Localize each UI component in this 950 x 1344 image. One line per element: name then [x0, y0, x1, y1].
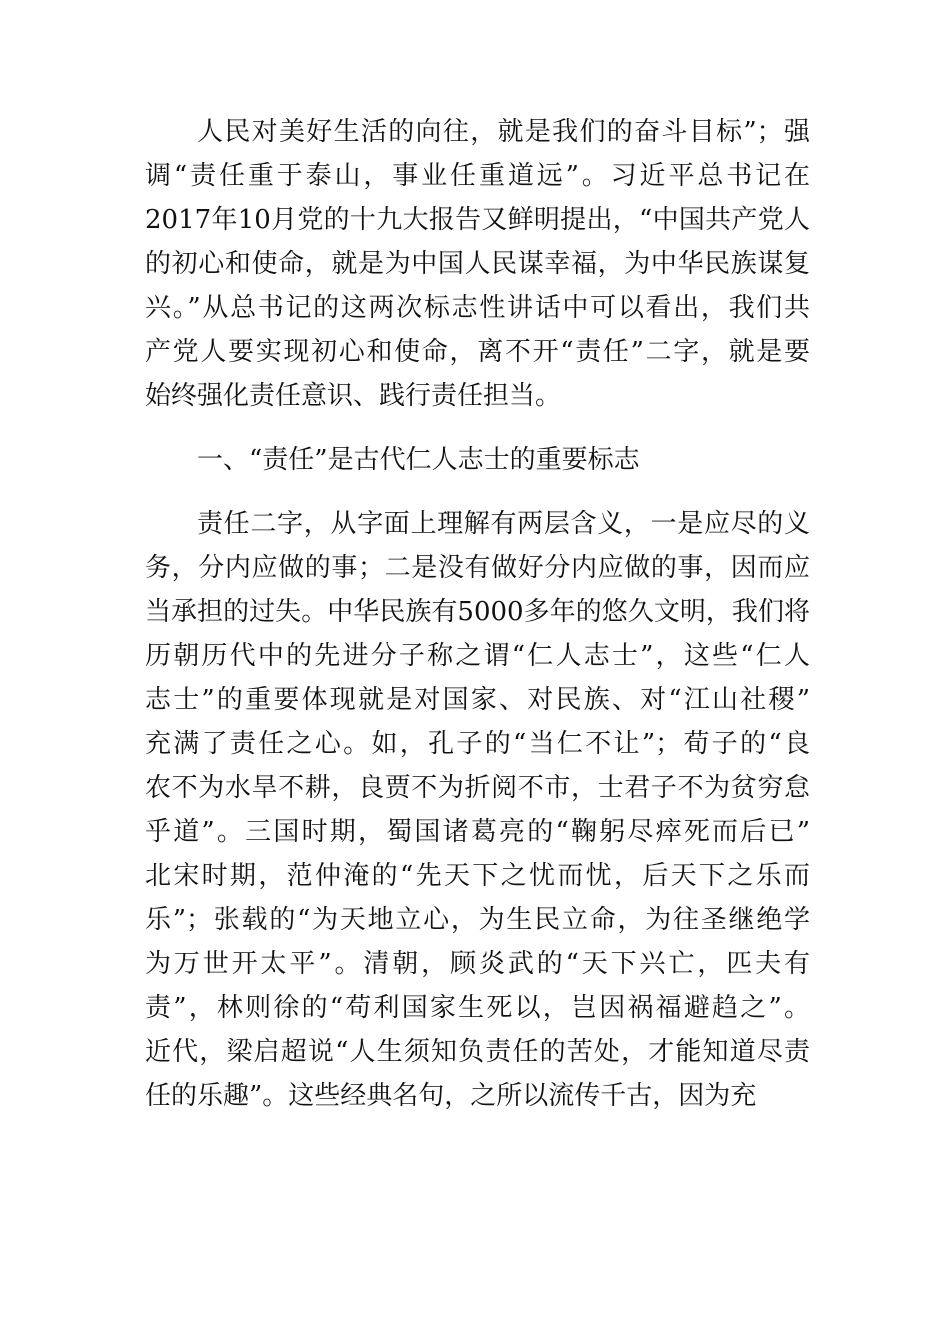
text-line: 为万世开太平”。清朝，顾炎武的“天下兴亡，匹夫有: [145, 949, 810, 979]
text-line: 调“责任重于泰山，事业任重道远”。习近平总书记在: [145, 161, 810, 191]
text-line: 兴。”从总书记的这两次标志性讲话中可以看出，我们共: [145, 293, 810, 323]
text-line: 近代，梁启超说“人生须知负责任的苦处，才能知道尽责: [145, 1037, 810, 1067]
text-line: 乎道”。三国时期，蜀国诸葛亮的“鞠躬尽瘁死而后已”: [145, 817, 810, 847]
text-line: 责”，林则徐的“苟利国家生死以，岂因祸福避趋之”。: [145, 993, 810, 1023]
spacer: [145, 482, 810, 502]
text-line: 历朝历代中的先进分子称之谓“仁人志士”，这些“仁人: [145, 641, 810, 671]
text-line: 人民对美好生活的向往，就是我们的奋斗目标”；强: [197, 117, 810, 147]
text-line: 充满了责任之心。如，孔子的“当仁不让”；荀子的“良: [145, 729, 810, 759]
text-line: 志士”的重要体现就是对国家、对民族、对“江山社稷”: [145, 685, 810, 715]
text-line: 务，分内应做的事；二是没有做好分内应做的事，因而应: [145, 553, 810, 583]
text-line: 2017年10月党的十九大报告又鲜明提出，“中国共产党人: [145, 205, 810, 235]
text-line: 任的乐趣”。这些经典名句，之所以流传千古，因为充: [145, 1081, 757, 1111]
text-line: 北宋时期，范仲淹的“先天下之忧而忧，后天下之乐而: [145, 861, 810, 891]
text-line: 当承担的过失。中华民族有5000多年的悠久文明，我们将: [145, 597, 810, 627]
text-line: 责任二字，从字面上理解有两层含义，一是应尽的义: [197, 509, 810, 539]
section-heading: 一、“责任”是古代仁人志士的重要标志: [197, 445, 640, 475]
text-line: 的初心和使命，就是为中国人民谋幸福，为中华民族谋复: [145, 249, 810, 279]
spacer: [145, 418, 810, 438]
text-line: 乐”；张载的“为天地立心，为生民立命，为往圣继绝学: [145, 905, 810, 935]
text-line: 始终强化责任意识、践行责任担当。: [145, 381, 562, 411]
document-body: [145, 110, 810, 1118]
text-line: 农不为水旱不耕，良贾不为折阅不市，士君子不为贫穷怠: [145, 773, 810, 803]
text-line: 产党人要实现初心和使命，离不开“责任”二字，就是要: [145, 337, 810, 367]
